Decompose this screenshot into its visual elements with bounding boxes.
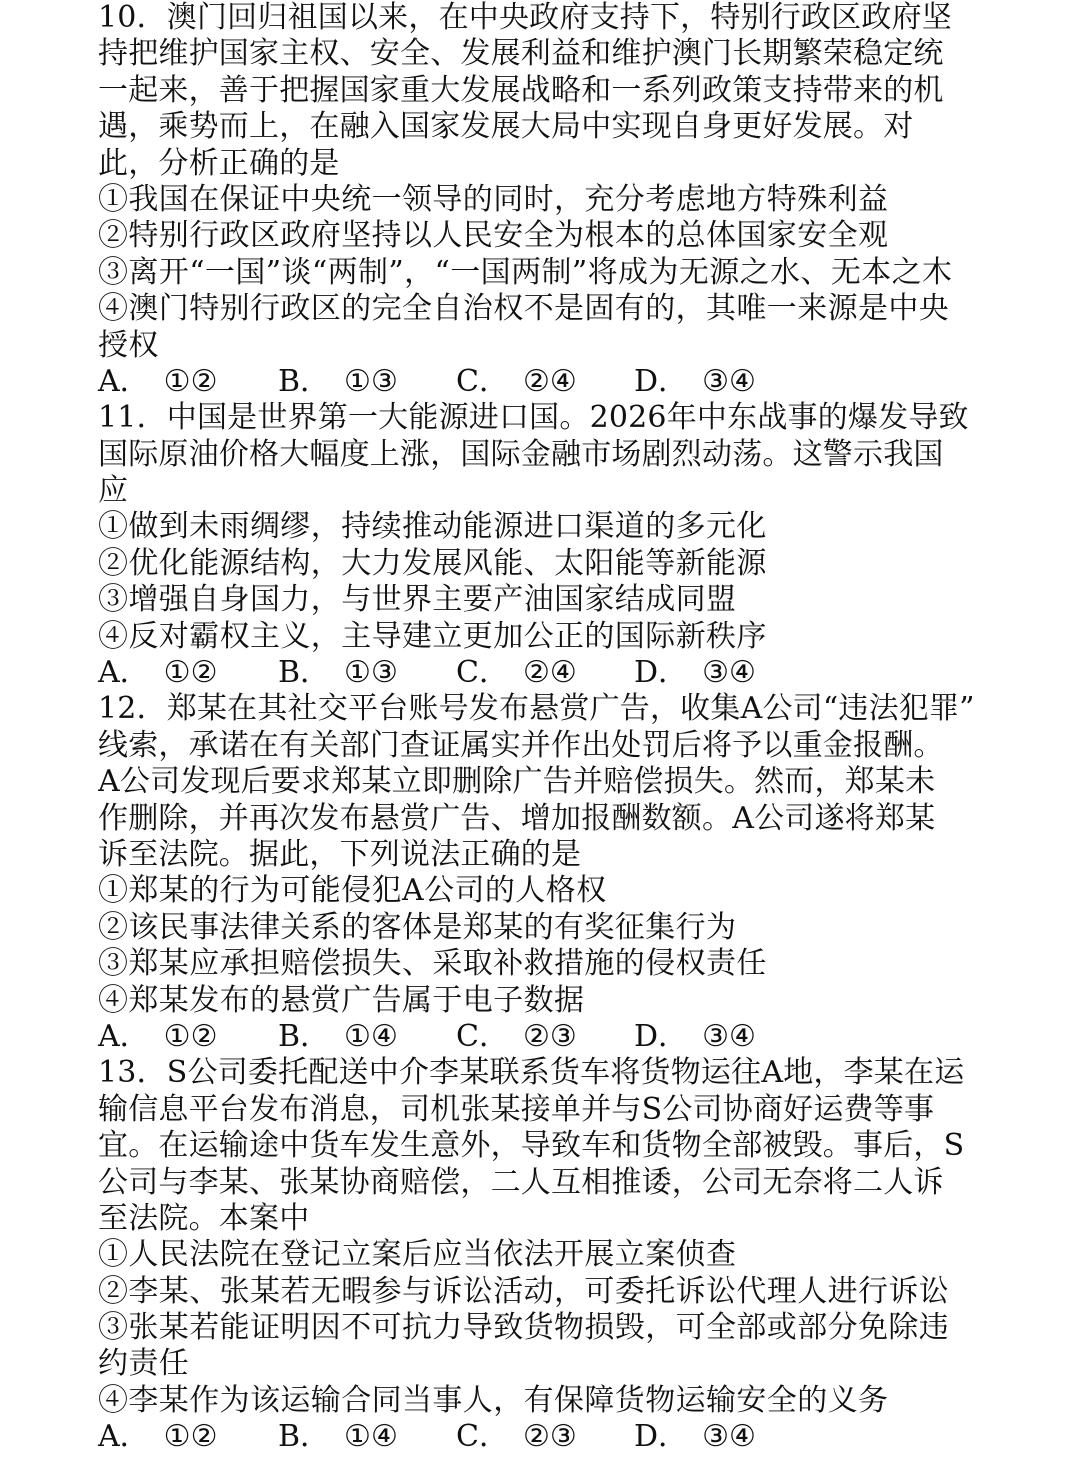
question-stem-line: 12．郑某在其社交平台账号发布悬赏广告，收集A公司“违法犯罪” — [98, 691, 975, 727]
answer-letter: C． — [456, 1018, 509, 1054]
question-stem-line: 作删除，并再次发布悬赏广告、增加报酬数额。A公司遂将郑某 — [98, 800, 936, 836]
answer-choices — [98, 655, 1080, 691]
answer-choice — [634, 1019, 812, 1055]
answer-value: ②④ — [522, 655, 577, 691]
answer-value: ③④ — [702, 655, 756, 691]
option-line: ④反对霸权主义，主导建立更加公正的国际新秩序 — [98, 618, 767, 654]
answer-letter: B． — [278, 655, 331, 691]
answer-choice — [456, 655, 634, 691]
question-stem-line: 10．澳门回归祖国以来，在中央政府支持下，特别行政区政府坚 — [98, 0, 952, 35]
answer-value: ②③ — [522, 1018, 577, 1054]
answer-value: ①② — [163, 655, 218, 691]
question-stem-line: 输信息平台发布消息，司机张某接单并与S公司协商好运费等事 — [98, 1091, 935, 1127]
answer-choice — [278, 1419, 456, 1455]
answer-value: ①② — [163, 363, 218, 399]
option-line: ③增强自身国力，与世界主要产油国家结成同盟 — [98, 582, 737, 618]
option-line: ③离开“一国”谈“两制”，“一国两制”将成为无源之水、无本之木 — [98, 254, 953, 290]
question-stem-line: 诉至法院。据此，下列说法正确的是 — [98, 836, 582, 872]
answer-choice — [634, 655, 812, 691]
answer-letter: D． — [634, 363, 689, 399]
question-stem-line: 此，分析正确的是 — [98, 145, 340, 181]
answer-choice — [98, 655, 278, 691]
answer-value: ①③ — [344, 655, 398, 691]
option-line: 约责任 — [98, 1346, 190, 1382]
question-stem-line: 至法院。本案中 — [98, 1200, 310, 1236]
answer-value: ①④ — [344, 1419, 398, 1455]
option-line: ①做到未雨绸缪，持续推动能源进口渠道的多元化 — [98, 509, 767, 545]
answer-choice — [98, 1419, 278, 1455]
answer-letter: B． — [278, 1018, 331, 1054]
answer-value: ③④ — [702, 363, 756, 399]
answer-letter: C． — [456, 655, 509, 691]
answer-value: ①④ — [344, 1018, 398, 1054]
option-line: ②该民事法律关系的客体是郑某的有奖征集行为 — [98, 909, 737, 945]
question-stem-line: 国际原油价格大幅度上涨，国际金融市场剧烈动荡。这警示我国 — [98, 436, 944, 472]
question-stem-line: 线索，承诺在有关部门查证属实并作出处罚后将予以重金报酬。 — [98, 727, 944, 763]
answer-choice — [456, 1019, 634, 1055]
option-line: ②李某、张某若无暇参与诉讼活动，可委托诉讼代理人进行诉讼 — [98, 1273, 950, 1309]
question-stem-line: 一起来，善于把握国家重大发展战略和一系列政策支持带来的机 — [98, 72, 944, 108]
question-10 — [98, 0, 1080, 400]
answer-choice — [278, 1019, 456, 1055]
answer-value: ①② — [163, 1419, 218, 1455]
answer-letter: B． — [278, 363, 331, 399]
question-stem-line: 应 — [98, 473, 129, 509]
option-line: ④澳门特别行政区的完全自治权不是固有的，其唯一来源是中央 — [98, 291, 950, 327]
answer-choices — [98, 1419, 1080, 1455]
option-line: ①我国在保证中央统一领导的同时，充分考虑地方特殊利益 — [98, 181, 889, 217]
answer-letter: A． — [98, 655, 150, 691]
question-13 — [98, 1055, 1080, 1455]
answer-choices — [98, 1019, 1080, 1055]
answer-letter: A． — [98, 1018, 150, 1054]
option-line: ①人民法院在登记立案后应当依法开展立案侦查 — [98, 1237, 737, 1273]
answer-choice — [98, 1019, 278, 1055]
option-line: ②优化能源结构，大力发展风能、太阳能等新能源 — [98, 545, 767, 581]
answer-letter: A． — [98, 1419, 150, 1455]
answer-letter: C． — [456, 363, 509, 399]
option-line: ④郑某发布的悬赏广告属于电子数据 — [98, 982, 585, 1018]
answer-letter: B． — [278, 1419, 331, 1455]
answer-value: ①③ — [344, 363, 398, 399]
answer-letter: C． — [456, 1419, 509, 1455]
option-line: ③郑某应承担赔偿损失、采取补救措施的侵权责任 — [98, 946, 767, 982]
answer-letter: D． — [634, 1419, 689, 1455]
answer-value: ②③ — [522, 1419, 577, 1455]
answer-choice — [634, 364, 812, 400]
option-line: ②特别行政区政府坚持以人民安全为根本的总体国家安全观 — [98, 218, 889, 254]
answer-value: ②④ — [522, 363, 577, 399]
answer-letter: D． — [634, 655, 689, 691]
answer-choice — [634, 1419, 812, 1455]
option-line: 授权 — [98, 327, 159, 363]
question-stem-line: 11．中国是世界第一大能源进口国。2026年中东战事的爆发导致 — [98, 400, 969, 436]
answer-choice — [98, 364, 278, 400]
question-11 — [98, 400, 1080, 691]
answer-choice — [278, 655, 456, 691]
question-12 — [98, 691, 1080, 1055]
answer-letter: A． — [98, 363, 150, 399]
question-stem-line: 持把维护国家主权、安全、发展利益和维护澳门长期繁荣稳定统 — [98, 36, 944, 72]
option-line: ③张某若能证明因不可抗力导致货物损毁，可全部或部分免除违 — [98, 1310, 950, 1346]
answer-letter: D． — [634, 1018, 689, 1054]
answer-choice — [456, 1419, 634, 1455]
option-line: ④李某作为该运输合同当事人，有保障货物运输安全的义务 — [98, 1382, 889, 1418]
answer-choice — [456, 364, 634, 400]
question-stem-line: A公司发现后要求郑某立即删除广告并赔偿损失。然而，郑某未 — [98, 764, 936, 800]
question-stem-line: 13．S公司委托配送中介李某联系货车将货物运往A地，李某在运 — [98, 1055, 965, 1091]
answer-choices — [98, 364, 1080, 400]
question-stem-line: 遇，乘势而上，在融入国家发展大局中实现自身更好发展。对 — [98, 109, 914, 145]
answer-value: ①② — [163, 1018, 218, 1054]
answer-value: ③④ — [702, 1018, 756, 1054]
answer-value: ③④ — [702, 1419, 756, 1455]
option-line: ①郑某的行为可能侵犯A公司的人格权 — [98, 873, 607, 909]
answer-choice — [278, 364, 456, 400]
question-stem-line: 公司与李某、张某协商赔偿，二人互相推诿，公司无奈将二人诉 — [98, 1164, 944, 1200]
question-stem-line: 宜。在运输途中货车发生意外，导致车和货物全部被毁。事后，S — [98, 1128, 965, 1164]
